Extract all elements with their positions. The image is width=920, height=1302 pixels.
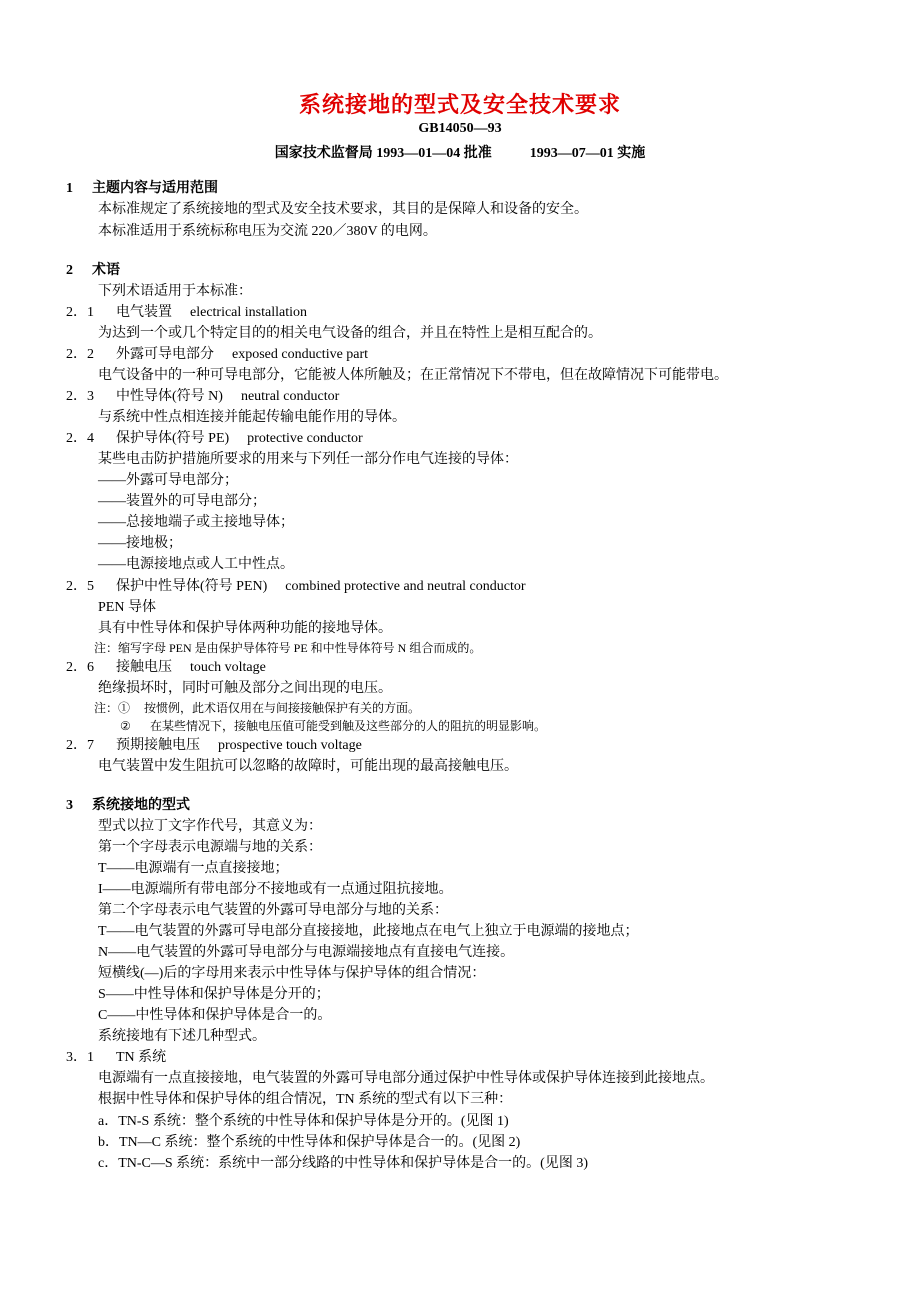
- term-2-5-heading: 2．5 保护中性导体(符号 PEN) combined protective and neutral conductor: [66, 579, 526, 594]
- term-2-5-note: 注：缩写字母 PEN 是由保护导体符号 PE 和中性导体符号 N 组合而成的。: [94, 641, 482, 655]
- term-2-3-definition: 与系统中性点相连接并能起传输电能作用的导体。: [98, 410, 406, 425]
- term-2-1-heading: 2．1 电气装置 electrical installation: [66, 305, 308, 320]
- term-2-5-alias: PEN 导体: [98, 600, 156, 615]
- standard-number: GB14050—93: [418, 121, 502, 136]
- page-title: 系统接地的型式及安全技术要求: [298, 92, 621, 117]
- implementation-date: 1993—07—01 实施: [529, 146, 646, 161]
- section-1-paragraph: 本标准适用于系统标称电压为交流 220／380V 的电网。: [98, 224, 437, 239]
- section-2-intro: 下列术语适用于本标准：: [98, 284, 252, 299]
- list-item: ——总接地端子或主接地导体；: [98, 515, 294, 530]
- section-3-line: T——电源端有一点直接接地；: [98, 861, 289, 876]
- section-3-line: S——中性导体和保护导体是分开的；: [98, 987, 330, 1002]
- list-item: ——外露可导电部分；: [98, 473, 238, 488]
- subsection-3-1-heading: 3．1 TN 系统: [66, 1050, 167, 1065]
- term-2-6-definition: 绝缘损坏时，同时可触及部分之间出现的电压。: [98, 681, 392, 696]
- section-3-line: 第二个字母表示电气装置的外露可导电部分与地的关系：: [98, 903, 448, 918]
- term-2-7-definition: 电气装置中发生阻抗可以忽略的故障时，可能出现的最高接触电压。: [98, 759, 518, 774]
- term-2-6-heading: 2．6 接触电压 touch voltage: [66, 660, 266, 675]
- section-3-line: 系统接地有下述几种型式。: [98, 1029, 266, 1044]
- list-item: a．TN-S 系统：整个系统的中性导体和保护导体是分开的。(见图 1): [98, 1114, 509, 1129]
- term-2-4-definition: 某些电击防护措施所要求的用来与下列任一部分作电气连接的导体：: [98, 452, 518, 467]
- term-2-2-definition: 电气设备中的一种可导电部分，它能被人体所触及；在正常情况下不带电，但在故障情况下可能带电。: [98, 368, 728, 383]
- section-3-line: C——中性导体和保护导体是合一的。: [98, 1008, 332, 1023]
- section-3-line: 短横线(—)后的字母用来表示中性导体与保护导体的组合情况：: [98, 966, 486, 981]
- section-3-line: 第一个字母表示电源端与地的关系：: [98, 840, 322, 855]
- term-2-3-heading: 2．3 中性导体(符号 N) neutral conductor: [66, 389, 340, 404]
- approval-date: 国家技术监督局 1993—01—04 批准: [274, 146, 492, 161]
- list-item: ——电源接地点或人工中性点。: [98, 557, 294, 572]
- term-2-6-note-1: 注：① 按惯例，此术语仅用在与间接接触保护有关的方面。: [94, 701, 421, 715]
- subsection-3-1-line: 电源端有一点直接接地，电气装置的外露可导电部分通过保护中性导体或保护导体连接到此接地点。: [98, 1071, 714, 1086]
- section-3-line: 型式以拉丁文字作代号，其意义为：: [98, 819, 322, 834]
- section-3-line: T——电气装置的外露可导电部分直接接地，此接地点在电气上独立于电源端的接地点；: [98, 924, 639, 939]
- section-3-line: I——电源端所有带电部分不接地或有一点通过阻抗接地。: [98, 882, 453, 897]
- section-3-line: N——电气装置的外露可导电部分与电源端接地点有直接电气连接。: [98, 945, 515, 960]
- section-1-heading: 1 主题内容与适用范围: [66, 181, 218, 196]
- list-item: b．TN—C 系统：整个系统的中性导体和保护导体是合一的。(见图 2): [98, 1135, 521, 1150]
- term-2-6-note-2: ② 在某些情况下，接触电压值可能受到触及这些部分的人的阻抗的明显影响。: [120, 719, 547, 733]
- section-3-heading: 3 系统接地的型式: [66, 798, 190, 813]
- section-2-heading: 2 术语: [66, 263, 120, 278]
- term-2-7-heading: 2．7 预期接触电压 prospective touch voltage: [66, 738, 362, 753]
- term-2-5-definition: 具有中性导体和保护导体两种功能的接地导体。: [98, 621, 392, 636]
- section-1-paragraph: 本标准规定了系统接地的型式及安全技术要求，其目的是保障人和设备的安全。: [98, 202, 588, 217]
- issue-info: [0, 142, 920, 162]
- list-item: ——接地极；: [98, 536, 182, 551]
- term-2-4-heading: 2．4 保护导体(符号 PE) protective conductor: [66, 431, 363, 446]
- list-item: c．TN-C—S 系统：系统中一部分线路的中性导体和保护导体是合一的。(见图 3): [98, 1156, 588, 1171]
- list-item: ——装置外的可导电部分；: [98, 494, 266, 509]
- term-2-1-definition: 为达到一个或几个特定目的的相关电气设备的组合，并且在特性上是相互配合的。: [98, 326, 602, 341]
- term-2-2-heading: 2．2 外露可导电部分 exposed conductive part: [66, 347, 369, 362]
- subsection-3-1-line: 根据中性导体和保护导体的组合情况，TN 系统的型式有以下三种：: [98, 1092, 513, 1107]
